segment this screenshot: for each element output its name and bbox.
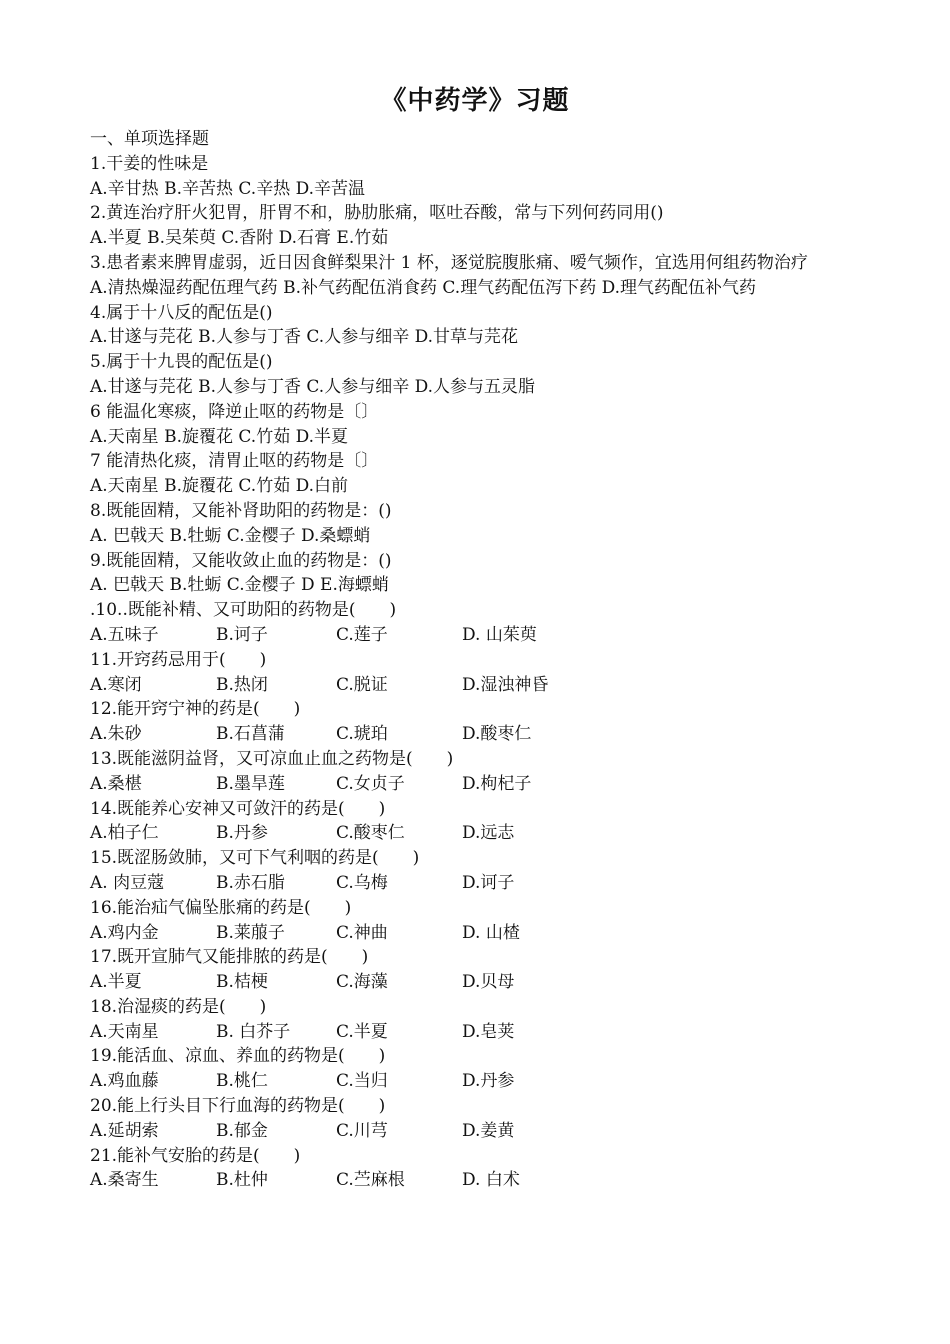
answer-option: B.桔梗	[216, 972, 268, 993]
question-text: 19.能活血、凉血、养血的药物是( )	[90, 1046, 386, 1067]
question-text: 14.既能养心安神又可敛汗的药是( )	[90, 798, 386, 819]
answer-option: D. 山楂	[462, 922, 520, 943]
answer-options	[90, 474, 870, 499]
answer-options	[90, 722, 870, 747]
answer-option: A.甘遂与芫花 B.人参与丁香 C.人参与细辛 D.甘草与芫花	[90, 327, 519, 348]
answer-option: D.贝母	[462, 972, 515, 993]
answer-option: B.桃仁	[216, 1071, 268, 1092]
answer-option: C.乌梅	[336, 872, 388, 893]
question-text: 15.既涩肠敛肺，又可下气利咽的药是( )	[90, 848, 420, 869]
answer-option: C.半夏	[336, 1021, 388, 1042]
answer-options	[90, 772, 870, 797]
answer-options	[90, 623, 870, 648]
answer-options	[90, 226, 870, 251]
answer-option: B.郁金	[216, 1120, 268, 1141]
answer-option: B.诃子	[216, 624, 268, 645]
answer-option: A.延胡索	[90, 1120, 159, 1141]
answer-options	[90, 821, 870, 846]
answer-option: D.皂荚	[462, 1021, 515, 1042]
question-text: 1.干姜的性味是	[90, 153, 209, 174]
answer-option: A.天南星	[90, 1021, 159, 1042]
answer-option: A.辛甘热 B.辛苦热 C.辛热 D.辛苦温	[90, 178, 366, 199]
question-text: 6 能温化寒痰，降逆止呕的药物是〔〕	[90, 401, 379, 422]
answer-options	[90, 1020, 870, 1045]
answer-option: B.赤石脂	[216, 872, 285, 893]
answer-option: D.远志	[462, 823, 515, 844]
question-text: 2.黄连治疗肝火犯胃，肝胃不和，胁肋胀痛，呕吐吞酸，常与下列何药同用()	[90, 203, 664, 224]
answer-options	[90, 276, 870, 301]
answer-option: D.丹参	[462, 1071, 515, 1092]
answer-options	[90, 871, 870, 896]
answer-option: A.天南星 B.旋覆花 C.竹茹 D.半夏	[90, 426, 349, 447]
answer-option: C.酸枣仁	[336, 823, 405, 844]
answer-option: B.莱菔子	[216, 922, 285, 943]
question-text: 3.患者素来脾胃虚弱，近日因食鲜梨果汁 1 杯，逐觉脘腹胀痛、嗳气频作，宜选用何组药物治疗	[90, 252, 808, 273]
answer-option: A.鸡内金	[90, 922, 159, 943]
answer-options	[90, 1168, 870, 1193]
answer-option: C.海藻	[336, 972, 388, 993]
answer-option: C.当归	[336, 1071, 388, 1092]
question-text: 7 能清热化痰，清胃止呕的药物是〔〕	[90, 451, 379, 472]
question-text: 8.既能固精，又能补肾助阳的药物是：()	[90, 500, 392, 521]
answer-options	[90, 573, 870, 598]
answer-option: A.清热燥湿药配伍理气药 B.补气药配伍消食药 C.理气药配伍泻下药 D.理气药配伍补气药	[90, 277, 757, 298]
answer-options	[90, 425, 870, 450]
question-text: 9.既能固精，又能收敛止血的药物是：()	[90, 550, 392, 571]
question-list	[90, 127, 870, 1193]
answer-options	[90, 1069, 870, 1094]
answer-option: B.墨旱莲	[216, 773, 285, 794]
answer-option: A.朱砂	[90, 724, 142, 745]
answer-option: A.五味子	[90, 624, 159, 645]
answer-option: B.石菖蒲	[216, 724, 285, 745]
answer-options	[90, 921, 870, 946]
answer-option: D.诃子	[462, 872, 515, 893]
question-text: .10..既能补精、又可助阳的药物是( )	[90, 600, 397, 621]
answer-option: A.半夏	[90, 972, 142, 993]
document-title: 《中药学》习题	[380, 86, 570, 116]
answer-option: A. 肉豆蔻	[90, 872, 165, 893]
answer-option: B.杜仲	[216, 1170, 268, 1191]
answer-option: A. 巴戟天 B.牡蛎 C.金樱子 D.桑螵蛸	[90, 525, 371, 546]
question-text: 21.能补气安胎的药是( )	[90, 1145, 301, 1166]
answer-option: A. 巴戟天 B.牡蛎 C.金樱子 D E.海螵蛸	[90, 575, 389, 596]
answer-options	[90, 1119, 870, 1144]
answer-option: A.天南星 B.旋覆花 C.竹茹 D.白前	[90, 476, 349, 497]
answer-option: D.枸杞子	[462, 773, 532, 794]
answer-option: C.川芎	[336, 1120, 388, 1141]
answer-option: C.琥珀	[336, 724, 388, 745]
answer-option: D.湿浊神昏	[462, 674, 549, 695]
answer-options	[90, 325, 870, 350]
answer-options	[90, 673, 870, 698]
question-text: 4.属于十八反的配伍是()	[90, 302, 273, 323]
answer-option: C.脱证	[336, 674, 388, 695]
answer-option: D. 山茱萸	[462, 624, 537, 645]
question-text: 17.既开宣肺气又能排脓的药是( )	[90, 947, 369, 968]
answer-options	[90, 970, 870, 995]
answer-option: D.姜黄	[462, 1120, 515, 1141]
answer-option: A.寒闭	[90, 674, 142, 695]
section-heading: 一、单项选择题	[90, 129, 209, 149]
answer-option: D. 白术	[462, 1170, 520, 1191]
question-text: 12.能开窍宁神的药是( )	[90, 699, 301, 720]
question-text: 18.治湿痰的药是( )	[90, 996, 267, 1017]
question-text: 16.能治疝气偏坠胀痛的药是( )	[90, 897, 352, 918]
question-text: 13.既能滋阴益肾，又可凉血止血之药物是( )	[90, 748, 454, 769]
answer-option: A.柏子仁	[90, 823, 159, 844]
answer-option: A.甘遂与芫花 B.人参与丁香 C.人参与细辛 D.人参与五灵脂	[90, 376, 536, 397]
answer-option: C.女贞子	[336, 773, 405, 794]
answer-option: A.半夏 B.吴茱萸 C.香附 D.石膏 E.竹茹	[90, 228, 389, 249]
answer-option: C.莲子	[336, 624, 388, 645]
answer-option: D.酸枣仁	[462, 724, 532, 745]
answer-option: A.桑寄生	[90, 1170, 159, 1191]
answer-options	[90, 375, 870, 400]
question-text: 5.属于十九畏的配伍是()	[90, 352, 273, 373]
question-text: 20.能上行头目下行血海的药物是( )	[90, 1096, 386, 1117]
answer-option: B. 白芥子	[216, 1021, 291, 1042]
answer-option: A.鸡血藤	[90, 1071, 159, 1092]
answer-option: B.热闭	[216, 674, 268, 695]
answer-option: B.丹参	[216, 823, 268, 844]
answer-option: C.神曲	[336, 922, 388, 943]
answer-options	[90, 524, 870, 549]
answer-option: C.苎麻根	[336, 1170, 405, 1191]
answer-options	[90, 177, 870, 202]
question-text: 11.开窍药忌用于( )	[90, 649, 267, 670]
answer-option: A.桑椹	[90, 773, 142, 794]
